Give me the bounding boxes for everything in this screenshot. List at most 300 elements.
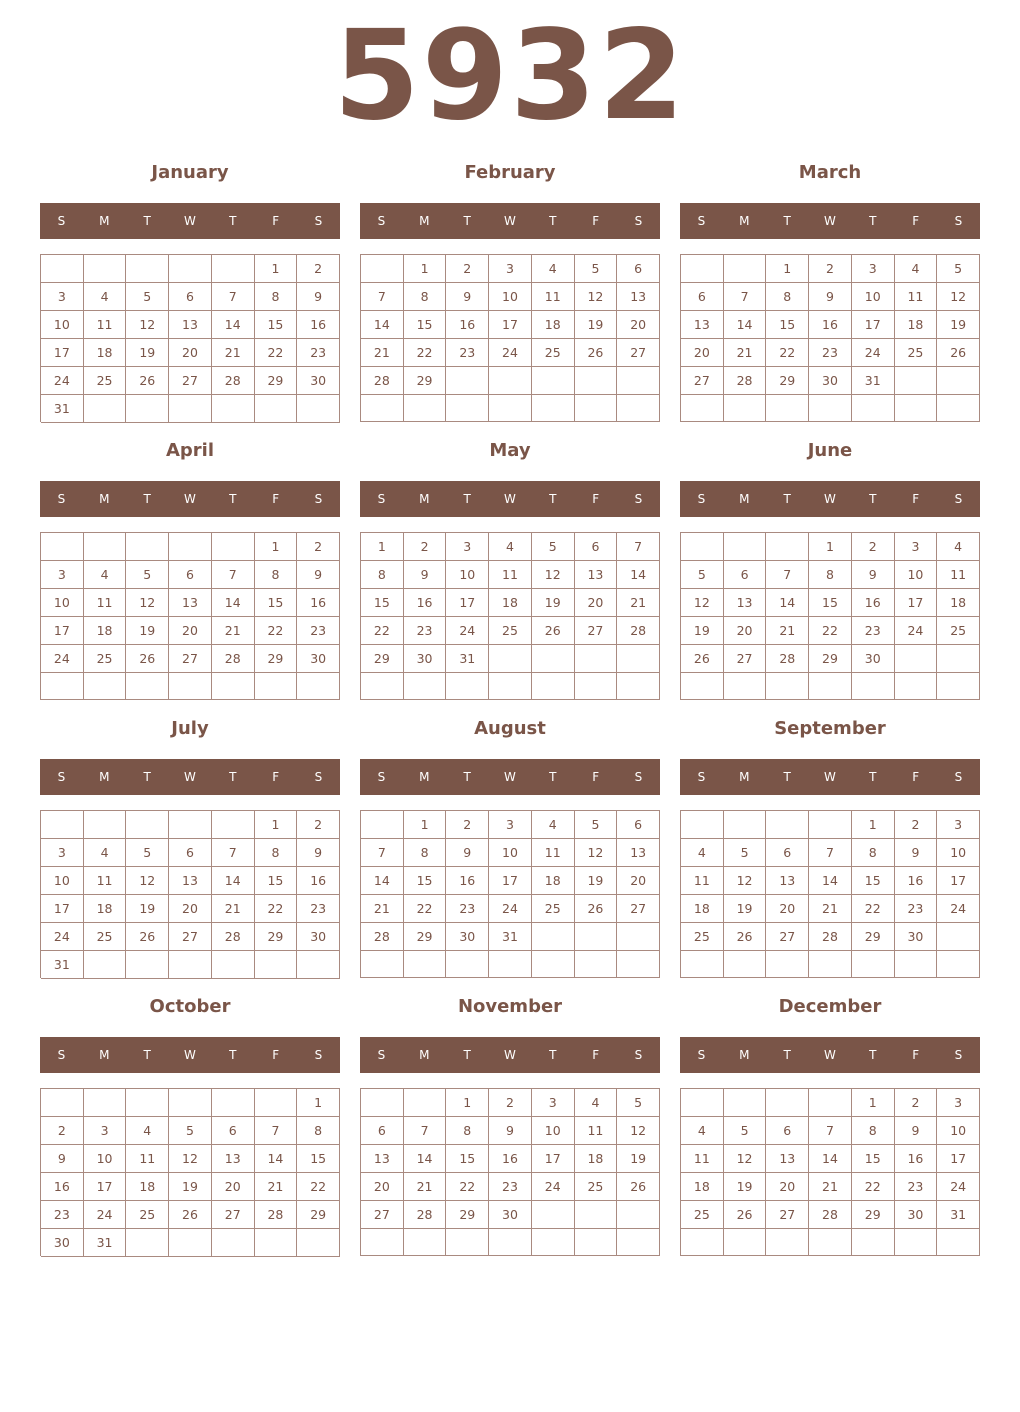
day-cell: 16 [297, 311, 340, 339]
day-cell: 18 [126, 1173, 169, 1201]
day-cell: 27 [617, 895, 660, 923]
empty-cell [575, 645, 618, 673]
empty-cell [852, 673, 895, 700]
empty-cell [126, 673, 169, 700]
day-cell: 26 [169, 1201, 212, 1229]
empty-cell [361, 255, 404, 283]
day-cell: 13 [212, 1145, 255, 1173]
day-cell: 8 [446, 1117, 489, 1145]
day-cell: 24 [895, 617, 938, 645]
empty-cell [937, 923, 980, 951]
day-cell: 30 [297, 367, 340, 395]
day-cell: 15 [852, 867, 895, 895]
day-cell: 18 [489, 589, 532, 617]
day-cell: 16 [895, 867, 938, 895]
weekday-label: M [739, 214, 750, 228]
weekday-label: T [143, 492, 151, 506]
day-cell: 28 [212, 367, 255, 395]
day-cell: 21 [766, 617, 809, 645]
day-cell: 1 [404, 255, 447, 283]
day-cell: 24 [532, 1173, 575, 1201]
day-cell: 29 [809, 645, 852, 673]
day-cell: 27 [724, 645, 767, 673]
day-cell: 26 [532, 617, 575, 645]
day-cell: 19 [575, 311, 618, 339]
day-cell: 11 [84, 311, 127, 339]
day-cell: 29 [255, 645, 298, 673]
day-cell: 6 [617, 255, 660, 283]
empty-cell [937, 395, 980, 422]
empty-cell [84, 1089, 127, 1117]
empty-cell [724, 255, 767, 283]
day-cell: 2 [852, 533, 895, 561]
weekday-label: M [99, 214, 110, 228]
day-cell: 24 [489, 339, 532, 367]
day-cell: 1 [361, 533, 404, 561]
day-cell: 21 [809, 1173, 852, 1201]
day-cell: 5 [126, 283, 169, 311]
weekday-label: W [824, 1048, 836, 1062]
day-cell: 12 [532, 561, 575, 589]
day-cell: 25 [126, 1201, 169, 1229]
day-cell: 29 [446, 1201, 489, 1229]
empty-cell [852, 1229, 895, 1256]
day-cell: 20 [617, 867, 660, 895]
day-cell: 16 [297, 589, 340, 617]
weekday-label: S [697, 492, 706, 506]
day-cell: 24 [937, 1173, 980, 1201]
month-name: February [464, 162, 556, 183]
weekday-label: W [504, 770, 516, 784]
day-cell: 31 [84, 1229, 127, 1257]
day-cell: 16 [404, 589, 447, 617]
day-cell: 28 [724, 367, 767, 395]
empty-cell [169, 811, 212, 839]
empty-cell [446, 673, 489, 700]
day-cell: 15 [255, 311, 298, 339]
weekday-label: S [57, 770, 66, 784]
day-cell: 10 [446, 561, 489, 589]
day-cell: 9 [297, 839, 340, 867]
day-cell: 22 [255, 895, 298, 923]
day-cell: 4 [84, 283, 127, 311]
weekday-header [40, 481, 340, 517]
empty-cell [361, 951, 404, 978]
day-cell: 24 [852, 339, 895, 367]
day-cell: 2 [297, 255, 340, 283]
empty-cell [297, 1229, 340, 1257]
day-cell: 1 [255, 255, 298, 283]
day-cell: 2 [404, 533, 447, 561]
empty-cell [937, 645, 980, 673]
day-cell: 14 [255, 1145, 298, 1173]
day-cell: 30 [446, 923, 489, 951]
empty-cell [532, 1201, 575, 1229]
empty-cell [404, 951, 447, 978]
day-cell: 14 [361, 311, 404, 339]
weekday-label: S [697, 214, 706, 228]
empty-cell [766, 951, 809, 978]
day-cell: 5 [937, 255, 980, 283]
empty-cell [724, 533, 767, 561]
day-cell: 2 [895, 1089, 938, 1117]
empty-cell [937, 1229, 980, 1256]
day-cell: 1 [297, 1089, 340, 1117]
empty-cell [361, 395, 404, 422]
day-cell: 15 [809, 589, 852, 617]
day-cell: 23 [809, 339, 852, 367]
day-cell: 24 [84, 1201, 127, 1229]
empty-cell [532, 673, 575, 700]
empty-cell [809, 1089, 852, 1117]
day-grid [360, 532, 660, 700]
day-cell: 13 [766, 1145, 809, 1173]
day-cell: 3 [895, 533, 938, 561]
weekday-label: T [783, 770, 791, 784]
day-cell: 15 [852, 1145, 895, 1173]
day-cell: 22 [255, 617, 298, 645]
day-cell: 29 [404, 367, 447, 395]
day-cell: 4 [895, 255, 938, 283]
empty-cell [575, 367, 618, 395]
weekday-label: S [57, 1048, 66, 1062]
day-cell: 5 [126, 561, 169, 589]
day-cell: 23 [446, 339, 489, 367]
day-cell: 30 [404, 645, 447, 673]
weekday-header [680, 1037, 980, 1073]
empty-cell [617, 367, 660, 395]
day-cell: 24 [446, 617, 489, 645]
day-cell: 28 [809, 1201, 852, 1229]
empty-cell [489, 951, 532, 978]
day-cell: 28 [212, 645, 255, 673]
day-cell: 15 [404, 311, 447, 339]
day-cell: 28 [255, 1201, 298, 1229]
empty-cell [766, 811, 809, 839]
day-cell: 4 [681, 1117, 724, 1145]
empty-cell [255, 951, 298, 979]
day-cell: 31 [41, 951, 84, 979]
day-cell: 7 [809, 1117, 852, 1145]
empty-cell [575, 1201, 618, 1229]
empty-cell [169, 673, 212, 700]
weekday-label: F [592, 492, 600, 506]
empty-cell [617, 1229, 660, 1256]
day-cell: 7 [361, 839, 404, 867]
day-cell: 16 [809, 311, 852, 339]
day-cell: 8 [361, 561, 404, 589]
day-cell: 21 [404, 1173, 447, 1201]
weekday-label: T [549, 770, 557, 784]
day-cell: 16 [852, 589, 895, 617]
day-cell: 22 [255, 339, 298, 367]
day-cell: 22 [446, 1173, 489, 1201]
day-cell: 10 [937, 1117, 980, 1145]
day-cell: 13 [169, 589, 212, 617]
day-cell: 13 [169, 867, 212, 895]
month-name: May [489, 440, 531, 461]
empty-cell [575, 951, 618, 978]
empty-cell [404, 673, 447, 700]
weekday-header [680, 481, 980, 517]
empty-cell [532, 395, 575, 422]
day-cell: 17 [532, 1145, 575, 1173]
empty-cell [617, 923, 660, 951]
day-cell: 5 [126, 839, 169, 867]
day-cell: 1 [852, 1089, 895, 1117]
empty-cell [212, 951, 255, 979]
weekday-label: T [869, 492, 877, 506]
weekday-label: M [99, 492, 110, 506]
empty-cell [937, 367, 980, 395]
weekday-label: F [272, 1048, 280, 1062]
day-cell: 25 [895, 339, 938, 367]
day-cell: 5 [575, 255, 618, 283]
weekday-label: F [592, 214, 600, 228]
weekday-label: T [229, 1048, 237, 1062]
weekday-label: F [592, 1048, 600, 1062]
day-cell: 18 [575, 1145, 618, 1173]
month-name: March [798, 162, 862, 183]
empty-cell [169, 395, 212, 423]
day-cell: 11 [681, 1145, 724, 1173]
weekday-header [360, 203, 660, 239]
day-cell: 18 [681, 895, 724, 923]
empty-cell [809, 1229, 852, 1256]
day-cell: 2 [297, 811, 340, 839]
day-cell: 30 [41, 1229, 84, 1257]
weekday-label: T [869, 214, 877, 228]
day-cell: 17 [41, 617, 84, 645]
weekday-header [360, 759, 660, 795]
day-cell: 18 [532, 867, 575, 895]
day-cell: 7 [766, 561, 809, 589]
month-name: July [171, 718, 209, 739]
day-cell: 10 [489, 839, 532, 867]
day-cell: 10 [937, 839, 980, 867]
day-cell: 21 [212, 339, 255, 367]
day-cell: 11 [84, 589, 127, 617]
day-cell: 28 [617, 617, 660, 645]
weekday-label: S [314, 214, 323, 228]
month-name: January [151, 162, 229, 183]
empty-cell [532, 951, 575, 978]
weekday-label: T [463, 1048, 471, 1062]
empty-cell [41, 811, 84, 839]
empty-cell [617, 395, 660, 422]
day-cell: 11 [937, 561, 980, 589]
day-cell: 19 [126, 339, 169, 367]
day-cell: 21 [361, 339, 404, 367]
day-cell: 19 [126, 617, 169, 645]
empty-cell [361, 811, 404, 839]
empty-cell [681, 673, 724, 700]
weekday-label: T [549, 1048, 557, 1062]
day-cell: 14 [724, 311, 767, 339]
day-cell: 7 [724, 283, 767, 311]
day-cell: 12 [575, 283, 618, 311]
day-cell: 21 [255, 1173, 298, 1201]
empty-cell [809, 951, 852, 978]
empty-cell [489, 1229, 532, 1256]
day-cell: 30 [895, 1201, 938, 1229]
day-cell: 27 [169, 645, 212, 673]
day-cell: 18 [895, 311, 938, 339]
day-cell: 6 [212, 1117, 255, 1145]
day-cell: 23 [895, 895, 938, 923]
month-name: December [778, 996, 882, 1017]
weekday-label: W [184, 492, 196, 506]
empty-cell [169, 1089, 212, 1117]
day-grid [40, 532, 340, 700]
day-grid [360, 810, 660, 978]
day-cell: 21 [212, 895, 255, 923]
day-cell: 20 [169, 339, 212, 367]
empty-cell [212, 1089, 255, 1117]
day-cell: 17 [489, 311, 532, 339]
empty-cell [937, 951, 980, 978]
empty-cell [575, 923, 618, 951]
day-cell: 17 [937, 867, 980, 895]
day-grid [40, 254, 340, 422]
day-cell: 2 [895, 811, 938, 839]
weekday-label: S [954, 214, 963, 228]
weekday-label: F [272, 770, 280, 784]
empty-cell [255, 395, 298, 423]
empty-cell [126, 395, 169, 423]
day-cell: 28 [361, 923, 404, 951]
day-cell: 5 [169, 1117, 212, 1145]
month-name: April [165, 440, 215, 461]
day-cell: 9 [895, 839, 938, 867]
day-cell: 9 [446, 283, 489, 311]
empty-cell [84, 533, 127, 561]
empty-cell [255, 1229, 298, 1257]
day-cell: 29 [255, 367, 298, 395]
empty-cell [126, 255, 169, 283]
day-cell: 19 [724, 895, 767, 923]
empty-cell [766, 395, 809, 422]
day-cell: 22 [404, 895, 447, 923]
weekday-label: F [272, 214, 280, 228]
day-cell: 17 [84, 1173, 127, 1201]
day-cell: 23 [489, 1173, 532, 1201]
day-cell: 2 [446, 255, 489, 283]
empty-cell [809, 811, 852, 839]
day-cell: 13 [617, 283, 660, 311]
day-cell: 14 [809, 867, 852, 895]
day-grid [680, 1088, 980, 1256]
empty-cell [361, 1089, 404, 1117]
day-grid [40, 1088, 340, 1256]
empty-cell [681, 1089, 724, 1117]
day-cell: 15 [297, 1145, 340, 1173]
day-cell: 3 [852, 255, 895, 283]
empty-cell [41, 673, 84, 700]
day-cell: 8 [809, 561, 852, 589]
day-cell: 22 [809, 617, 852, 645]
empty-cell [724, 1089, 767, 1117]
day-cell: 30 [297, 923, 340, 951]
day-cell: 10 [489, 283, 532, 311]
day-cell: 6 [169, 283, 212, 311]
weekday-label: S [314, 770, 323, 784]
empty-cell [255, 1089, 298, 1117]
day-cell: 9 [41, 1145, 84, 1173]
empty-cell [489, 673, 532, 700]
empty-cell [617, 1201, 660, 1229]
weekday-label: T [783, 1048, 791, 1062]
weekday-label: W [184, 1048, 196, 1062]
day-cell: 20 [169, 617, 212, 645]
day-cell: 9 [404, 561, 447, 589]
empty-cell [681, 811, 724, 839]
empty-cell [212, 673, 255, 700]
day-cell: 6 [766, 839, 809, 867]
weekday-label: M [739, 492, 750, 506]
weekday-label: M [739, 770, 750, 784]
weekday-label: T [463, 492, 471, 506]
day-cell: 20 [169, 895, 212, 923]
day-cell: 15 [255, 867, 298, 895]
weekday-label: S [697, 1048, 706, 1062]
day-cell: 28 [361, 367, 404, 395]
day-cell: 4 [532, 811, 575, 839]
day-cell: 8 [255, 283, 298, 311]
day-cell: 27 [169, 923, 212, 951]
day-cell: 23 [446, 895, 489, 923]
day-cell: 16 [446, 311, 489, 339]
weekday-label: W [824, 770, 836, 784]
day-cell: 23 [895, 1173, 938, 1201]
day-cell: 25 [575, 1173, 618, 1201]
day-cell: 1 [255, 811, 298, 839]
day-cell: 2 [446, 811, 489, 839]
day-cell: 6 [617, 811, 660, 839]
day-cell: 21 [724, 339, 767, 367]
day-cell: 20 [681, 339, 724, 367]
weekday-label: W [504, 214, 516, 228]
weekday-label: S [634, 1048, 643, 1062]
empty-cell [895, 1229, 938, 1256]
weekday-label: S [954, 770, 963, 784]
day-cell: 12 [724, 1145, 767, 1173]
day-cell: 3 [937, 811, 980, 839]
weekday-label: T [229, 492, 237, 506]
empty-cell [255, 673, 298, 700]
day-cell: 13 [724, 589, 767, 617]
empty-cell [84, 395, 127, 423]
day-cell: 14 [212, 311, 255, 339]
day-cell: 26 [937, 339, 980, 367]
empty-cell [212, 255, 255, 283]
day-cell: 31 [852, 367, 895, 395]
day-cell: 9 [297, 561, 340, 589]
day-cell: 9 [852, 561, 895, 589]
day-cell: 20 [766, 1173, 809, 1201]
day-cell: 7 [212, 561, 255, 589]
empty-cell [169, 951, 212, 979]
empty-cell [681, 533, 724, 561]
day-cell: 22 [297, 1173, 340, 1201]
month-name: August [474, 718, 546, 739]
day-cell: 26 [575, 339, 618, 367]
day-cell: 20 [212, 1173, 255, 1201]
weekday-label: S [634, 770, 643, 784]
day-cell: 4 [489, 533, 532, 561]
weekday-label: M [419, 1048, 430, 1062]
weekday-label: T [549, 214, 557, 228]
